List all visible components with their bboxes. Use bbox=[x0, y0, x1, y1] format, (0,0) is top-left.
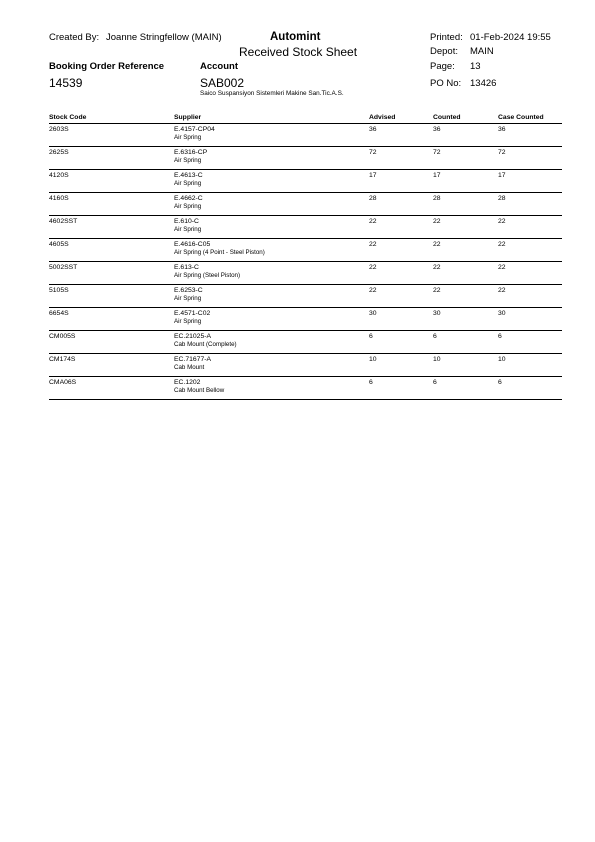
stock-code-cell: 5105S bbox=[49, 285, 174, 308]
col-case-counted: Case Counted bbox=[498, 114, 562, 124]
booking-ref-label: Booking Order Reference bbox=[49, 61, 165, 72]
table-row bbox=[49, 377, 562, 400]
stock-code-cell: CMA06S bbox=[49, 377, 174, 400]
counted-cell: 36 bbox=[433, 124, 498, 147]
supplier-cell bbox=[174, 170, 369, 193]
supplier-code: E.613-C bbox=[174, 264, 199, 271]
company-name: Automint bbox=[270, 31, 321, 43]
supplier-code: E.4662-C bbox=[174, 195, 203, 202]
supplier-code: E.610-C bbox=[174, 218, 199, 225]
item-description: Air Spring bbox=[174, 295, 202, 302]
table-row bbox=[49, 262, 562, 285]
created-by-value: Joanne Stringfellow (MAIN) bbox=[106, 32, 222, 43]
case-counted-cell: 10 bbox=[498, 354, 562, 377]
supplier-cell bbox=[174, 354, 369, 377]
advised-cell: 22 bbox=[369, 216, 433, 239]
supplier-cell bbox=[174, 124, 369, 147]
item-description: Cab Mount Bellow bbox=[174, 387, 225, 394]
case-counted-cell: 36 bbox=[498, 124, 562, 147]
item-description: Air Spring bbox=[174, 203, 202, 210]
col-supplier: Supplier bbox=[174, 114, 369, 124]
counted-cell: 10 bbox=[433, 354, 498, 377]
table-row bbox=[49, 285, 562, 308]
stock-code-cell: 6654S bbox=[49, 308, 174, 331]
po-value: 13426 bbox=[470, 78, 497, 89]
item-description: Cab Mount bbox=[174, 364, 205, 371]
table-row bbox=[49, 331, 562, 354]
case-counted-cell: 22 bbox=[498, 216, 562, 239]
created-by-label: Created By: bbox=[49, 32, 100, 43]
advised-cell: 72 bbox=[369, 147, 433, 170]
stock-table bbox=[49, 114, 562, 400]
sheet-title: Received Stock Sheet bbox=[239, 45, 358, 59]
counted-cell: 6 bbox=[433, 331, 498, 354]
counted-cell: 17 bbox=[433, 170, 498, 193]
supplier-cell bbox=[174, 308, 369, 331]
advised-cell: 22 bbox=[369, 239, 433, 262]
supplier-cell bbox=[174, 216, 369, 239]
counted-cell: 22 bbox=[433, 216, 498, 239]
item-description: Air Spring (4 Point - Steel Piston) bbox=[174, 249, 265, 256]
supplier-cell bbox=[174, 262, 369, 285]
supplier-cell bbox=[174, 239, 369, 262]
advised-cell: 22 bbox=[369, 285, 433, 308]
case-counted-cell: 17 bbox=[498, 170, 562, 193]
counted-cell: 22 bbox=[433, 239, 498, 262]
po-label: PO No: bbox=[430, 78, 462, 89]
advised-cell: 6 bbox=[369, 331, 433, 354]
counted-cell: 6 bbox=[433, 377, 498, 400]
table-row bbox=[49, 308, 562, 331]
supplier-cell bbox=[174, 331, 369, 354]
stock-code-cell: 4160S bbox=[49, 193, 174, 216]
supplier-cell bbox=[174, 285, 369, 308]
advised-cell: 10 bbox=[369, 354, 433, 377]
item-description: Air Spring bbox=[174, 157, 202, 164]
table-body bbox=[49, 124, 562, 400]
stock-code-cell: 5002SST bbox=[49, 262, 174, 285]
stock-code-cell: 2603S bbox=[49, 124, 174, 147]
account-label: Account bbox=[200, 61, 238, 72]
table-row bbox=[49, 239, 562, 262]
supplier-code: E.4571-C02 bbox=[174, 310, 211, 317]
counted-cell: 22 bbox=[433, 285, 498, 308]
stock-code-cell: 4120S bbox=[49, 170, 174, 193]
stock-code-cell: 4605S bbox=[49, 239, 174, 262]
item-description: Air Spring bbox=[174, 318, 202, 325]
supplier-code: E.4613-C bbox=[174, 172, 203, 179]
supplier-code: EC.71677-A bbox=[174, 356, 212, 363]
printed-label: Printed: bbox=[430, 32, 463, 43]
printed-value: 01-Feb-2024 19:55 bbox=[470, 32, 551, 43]
supplier-code: E.6316-CP bbox=[174, 149, 208, 156]
counted-cell: 28 bbox=[433, 193, 498, 216]
advised-cell: 28 bbox=[369, 193, 433, 216]
booking-ref-value: 14539 bbox=[49, 76, 83, 90]
counted-cell: 30 bbox=[433, 308, 498, 331]
depot-label: Depot: bbox=[430, 46, 458, 57]
case-counted-cell: 30 bbox=[498, 308, 562, 331]
supplier-code: EC.21025-A bbox=[174, 333, 212, 340]
advised-cell: 22 bbox=[369, 262, 433, 285]
item-description: Cab Mount (Complete) bbox=[174, 341, 237, 348]
advised-cell: 30 bbox=[369, 308, 433, 331]
stock-code-cell: CM005S bbox=[49, 331, 174, 354]
advised-cell: 17 bbox=[369, 170, 433, 193]
table-row bbox=[49, 193, 562, 216]
stock-code-cell: 2625S bbox=[49, 147, 174, 170]
account-name: Saico Suspansiyon Sistemleri Makine San.Tic.A.S. bbox=[200, 90, 344, 97]
table-row bbox=[49, 147, 562, 170]
case-counted-cell: 22 bbox=[498, 239, 562, 262]
col-stock-code: Stock Code bbox=[49, 114, 174, 124]
table-row bbox=[49, 170, 562, 193]
counted-cell: 72 bbox=[433, 147, 498, 170]
counted-cell: 22 bbox=[433, 262, 498, 285]
advised-cell: 36 bbox=[369, 124, 433, 147]
col-advised: Advised bbox=[369, 114, 433, 124]
supplier-cell bbox=[174, 147, 369, 170]
table-row bbox=[49, 216, 562, 239]
item-description: Air Spring bbox=[174, 180, 202, 187]
advised-cell: 6 bbox=[369, 377, 433, 400]
page-label: Page: bbox=[430, 61, 455, 72]
case-counted-cell: 22 bbox=[498, 285, 562, 308]
item-description: Air Spring bbox=[174, 134, 202, 141]
supplier-cell bbox=[174, 377, 369, 400]
col-counted: Counted bbox=[433, 114, 498, 124]
case-counted-cell: 28 bbox=[498, 193, 562, 216]
stock-code-cell: 4602SST bbox=[49, 216, 174, 239]
supplier-code: E.4616-C05 bbox=[174, 241, 211, 248]
case-counted-cell: 6 bbox=[498, 331, 562, 354]
case-counted-cell: 72 bbox=[498, 147, 562, 170]
supplier-cell bbox=[174, 193, 369, 216]
item-description: Air Spring (Steel Piston) bbox=[174, 272, 241, 279]
item-description: Air Spring bbox=[174, 226, 202, 233]
table-row bbox=[49, 354, 562, 377]
stock-code-cell: CM174S bbox=[49, 354, 174, 377]
table-row bbox=[49, 124, 562, 147]
account-value: SAB002 bbox=[200, 76, 245, 90]
case-counted-cell: 6 bbox=[498, 377, 562, 400]
supplier-code: E.4157-CP04 bbox=[174, 126, 215, 133]
supplier-code: EC.1202 bbox=[174, 379, 201, 386]
page-value: 13 bbox=[470, 61, 481, 72]
depot-value: MAIN bbox=[470, 46, 494, 57]
supplier-code: E.6253-C bbox=[174, 287, 203, 294]
table-header-row bbox=[49, 114, 562, 124]
case-counted-cell: 22 bbox=[498, 262, 562, 285]
